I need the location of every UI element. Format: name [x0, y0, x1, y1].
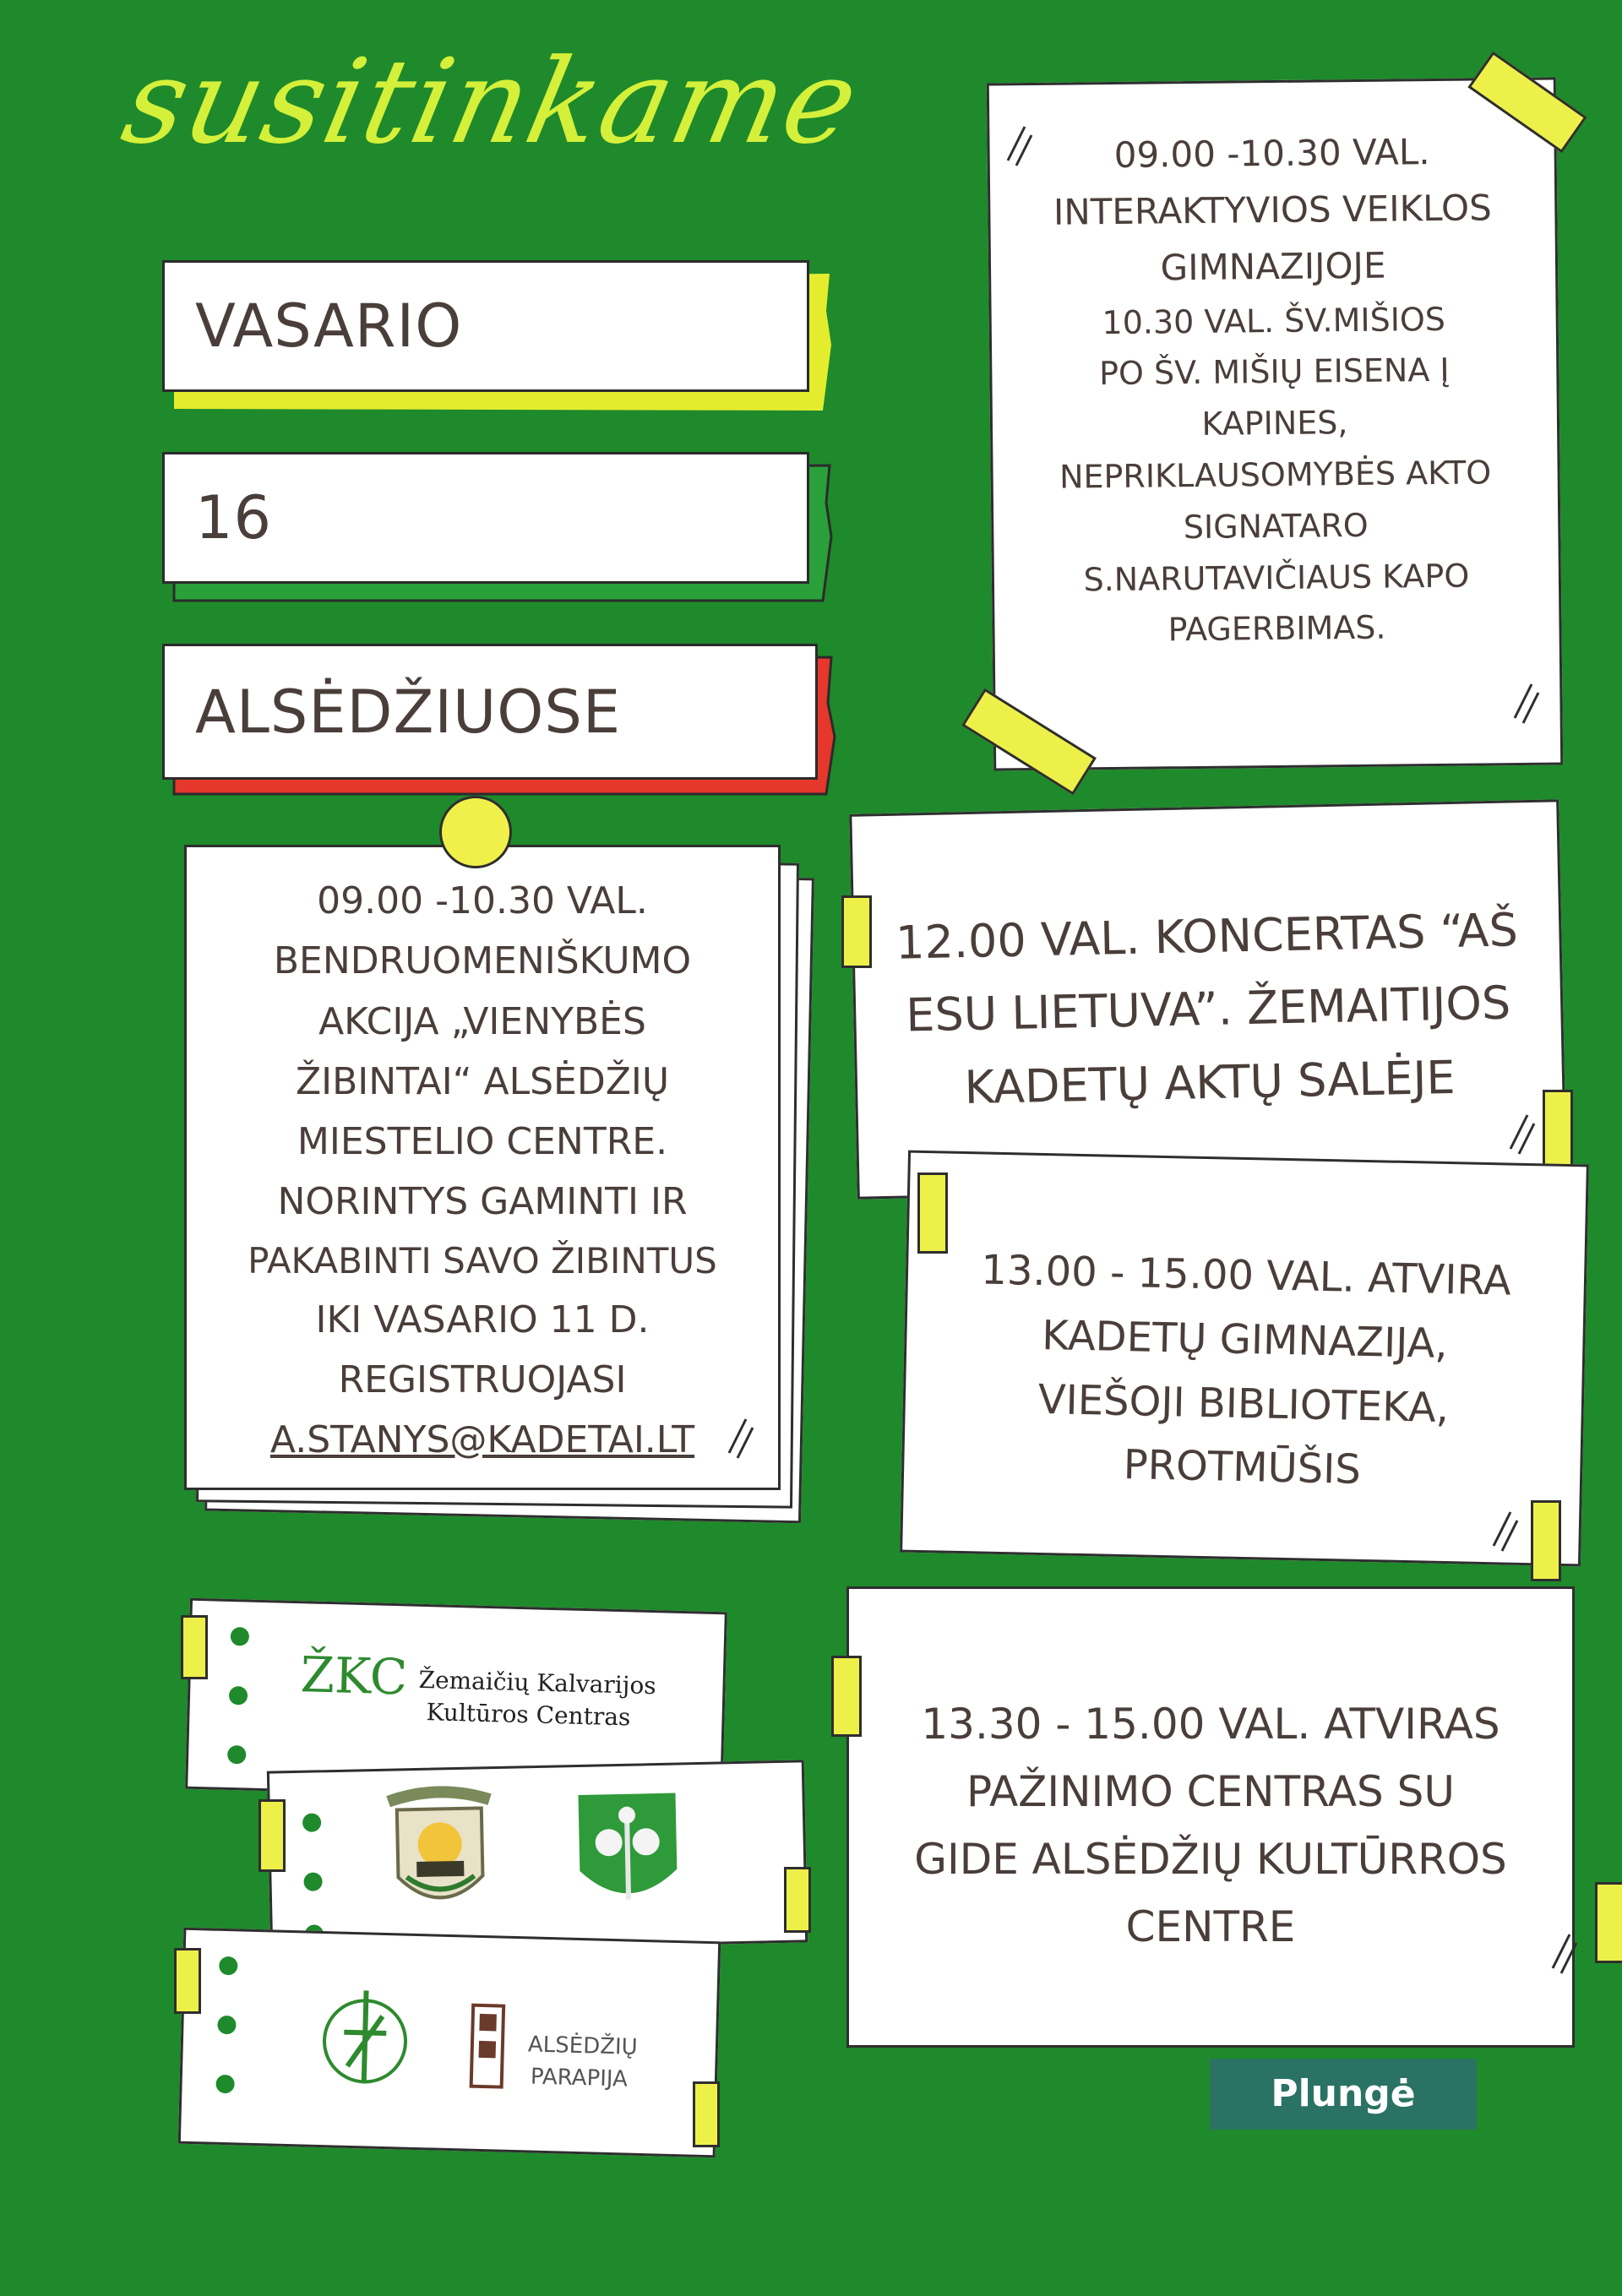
text-line: 13.00 - 15.00 VAL. ATVIRA — [980, 1246, 1512, 1305]
banner-month-box — [162, 260, 809, 392]
text-line: INTERAKTYVIOS VEIKLOS — [1053, 187, 1492, 233]
card-cognition-center — [846, 1586, 1575, 2048]
time-line: 09.00 -10.30 VAL. — [1113, 131, 1430, 176]
church-icon — [460, 1996, 514, 2099]
text-line: ESU LIETUVA”. ŽEMAITIJOS — [905, 976, 1511, 1042]
text-line: NORINTYS GAMINTI IR — [277, 1180, 688, 1224]
zkc-name-line1: Žemaičių Kalvarijos — [418, 1665, 657, 1700]
text-line: SIGNATARO — [1183, 506, 1369, 546]
zkc-name-line2: Kultūros Centras — [426, 1698, 631, 1732]
day-label: 16 — [195, 483, 273, 552]
tape-decoration — [1531, 1500, 1561, 1581]
banner-day-box — [162, 452, 809, 584]
text-line: AKCIJA „VIENYBĖS — [318, 999, 646, 1043]
banner-place — [162, 644, 830, 796]
card-open-gymnasium-text — [904, 1238, 1585, 1508]
tape-decoration — [181, 1615, 208, 1679]
card-cognition-center-text — [849, 1690, 1572, 1961]
card-open-gymnasium — [900, 1151, 1589, 1567]
banner-month — [162, 260, 821, 404]
text-line: 10.30 VAL. ŠV.MIŠIOS — [1102, 300, 1446, 341]
text-line: PAKABINTI SAVO ŽIBINTUS — [248, 1239, 717, 1281]
scratch-mark — [1504, 1107, 1538, 1157]
scratch-mark — [1546, 1926, 1580, 1977]
tape-decoration — [784, 1867, 811, 1933]
card-morning-activities-text — [989, 122, 1559, 658]
card-morning-activities — [987, 77, 1563, 770]
text-line: KAPINES, — [1201, 404, 1348, 443]
text-line: 12.00 VAL. KONCERTAS “AŠ — [895, 903, 1519, 970]
hole-dot — [229, 1686, 248, 1706]
text-line: PAŽINIMO CENTRAS SU — [966, 1767, 1456, 1816]
hole-dot — [227, 1745, 247, 1765]
card-concert-text — [854, 893, 1563, 1127]
zkc-logo: ŽKC — [299, 1646, 409, 1706]
card-lanterns-text — [187, 871, 778, 1470]
tape-decoration — [831, 1656, 862, 1737]
month-label: VASARIO — [195, 291, 463, 361]
text-line: GIMNAZIJOJE — [1160, 244, 1386, 289]
card-concert — [849, 799, 1566, 1199]
pin-decoration — [439, 796, 512, 868]
scratch-mark — [1508, 676, 1542, 726]
banner-day — [162, 452, 821, 596]
text-line: GIDE ALSĖDŽIŲ KULTŪRROS — [914, 1835, 1507, 1884]
hole-dot — [217, 2016, 237, 2035]
text-line: MIESTELIO CENTRE. — [297, 1120, 668, 1164]
hole-dot — [302, 1813, 321, 1831]
logo-strip-parish — [178, 1928, 721, 2158]
text-line: PAGERBIMAS. — [1168, 608, 1386, 649]
hole-dot — [231, 1627, 250, 1646]
page-title: susitinkame — [112, 34, 871, 170]
text-line: PO ŠV. MIŠIŲ EISENA Į — [1098, 351, 1450, 393]
parish-name-line2: PARAPIJA — [530, 2064, 629, 2092]
parish-name-line1: ALSĖDŽIŲ — [527, 2032, 639, 2060]
scratch-mark — [1487, 1504, 1521, 1554]
tape-decoration — [693, 2081, 720, 2147]
tape-decoration — [1595, 1882, 1622, 1963]
text-line: ŽIBINTAI“ ALSĖDŽIŲ — [295, 1059, 670, 1103]
text-line: REGISTRUOJASI — [338, 1357, 627, 1401]
text-line: IKI VASARIO 11 D. — [315, 1298, 650, 1341]
text-line: NEPRIKLAUSOMYBĖS AKTO — [1059, 454, 1492, 496]
gymnasium-crest-icon — [371, 1782, 509, 1929]
plunge-logo: Plungė — [1210, 2059, 1477, 2130]
tape-decoration — [1543, 1090, 1573, 1171]
alsedziai-coat-of-arms-icon — [574, 1788, 686, 1926]
logo-strip-crests — [267, 1760, 808, 1953]
hole-dot — [219, 1956, 238, 1976]
hole-dot — [215, 2075, 235, 2094]
text-line: PROTMŪŠIS — [1123, 1441, 1362, 1494]
place-label: ALSĖDŽIUOSE — [195, 677, 622, 747]
text-line: KADETŲ GIMNAZIJA, — [1041, 1311, 1449, 1368]
tape-decoration — [917, 1172, 948, 1254]
text-line: CENTRE — [1125, 1902, 1296, 1951]
text-line: VIEŠOJI BIBLIOTEKA, — [1037, 1375, 1450, 1432]
text-line: S.NARUTAVIČIAUS KAPO — [1083, 557, 1470, 598]
card-lanterns — [184, 845, 781, 1490]
text-line: KADETŲ AKTŲ SALĖJE — [963, 1050, 1456, 1114]
text-line: 13.30 - 15.00 VAL. ATVIRAS — [921, 1700, 1500, 1749]
scratch-mark — [722, 1411, 756, 1461]
tape-decoration — [259, 1799, 286, 1872]
email-link[interactable]: A.STANYS@KADETAI.LT — [269, 1418, 695, 1462]
cadets-emblem-icon — [317, 1981, 413, 2110]
scratch-mark — [1001, 118, 1035, 169]
hole-dot — [303, 1872, 322, 1891]
banner-place-box — [162, 644, 818, 780]
tape-decoration — [841, 895, 872, 968]
tape-decoration — [174, 1948, 201, 2014]
text-line: BENDRUOMENIŠKUMO — [273, 939, 692, 983]
time-line: 09.00 -10.30 VAL. — [317, 879, 648, 922]
